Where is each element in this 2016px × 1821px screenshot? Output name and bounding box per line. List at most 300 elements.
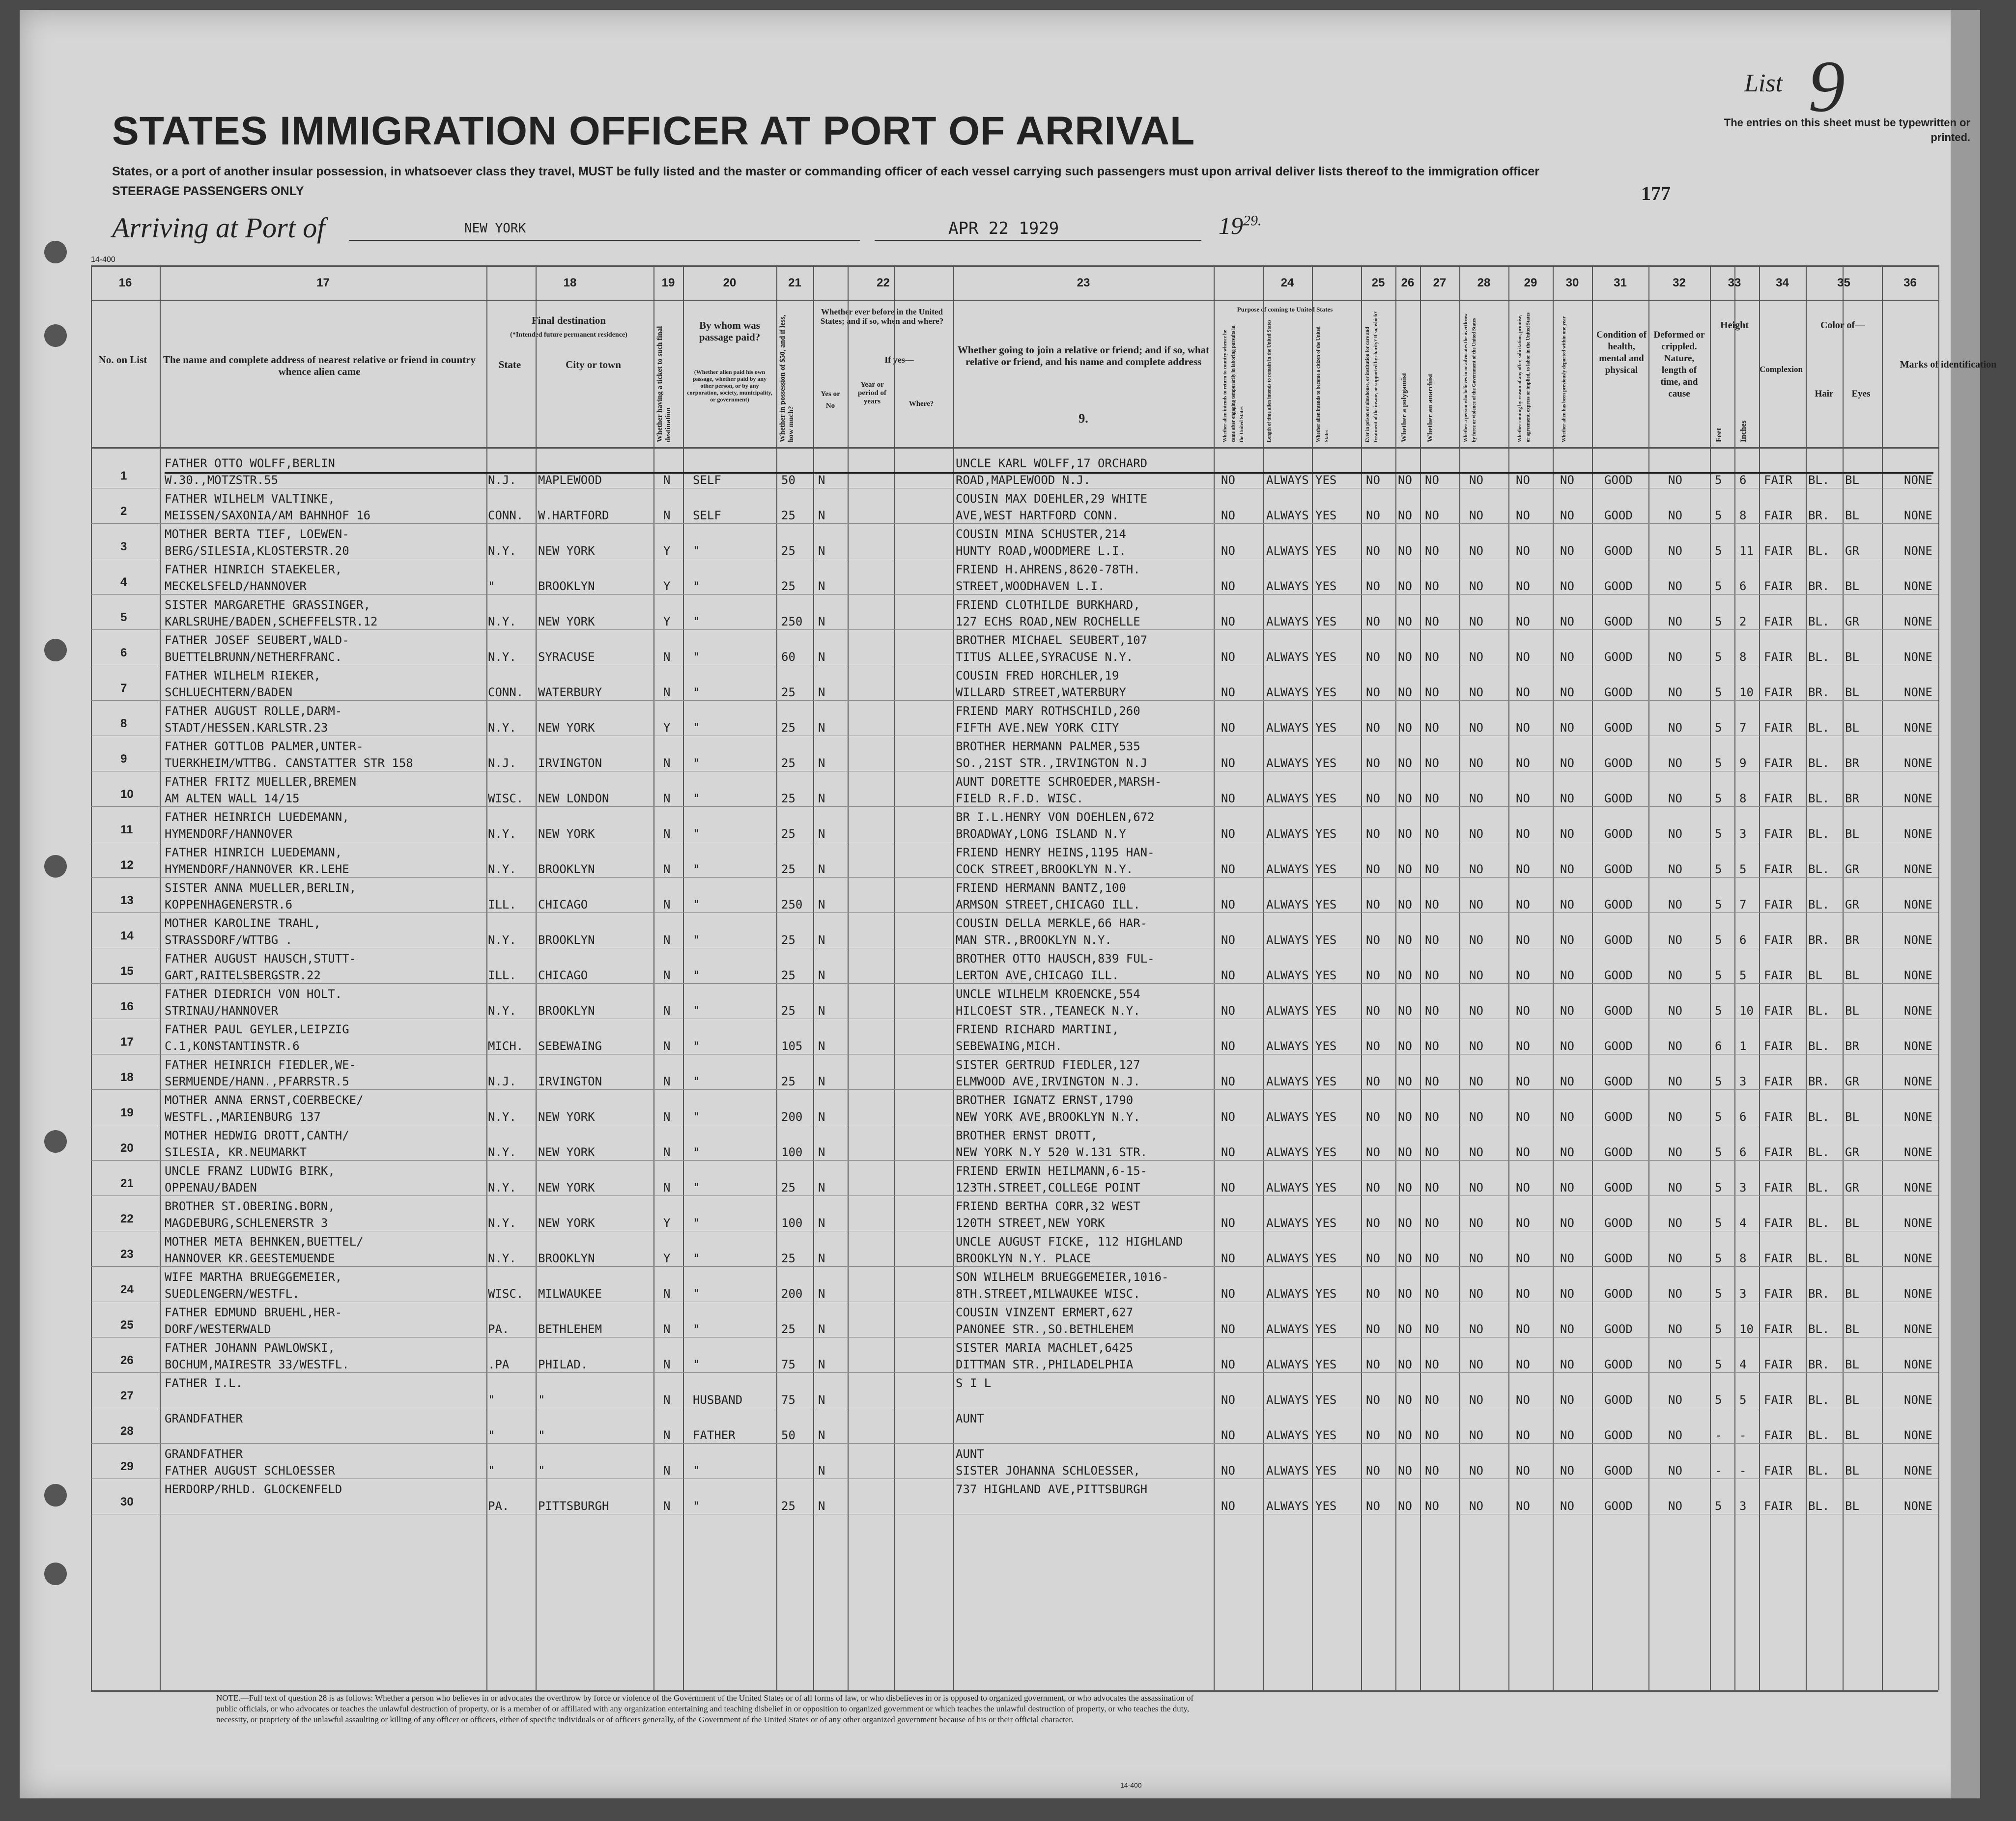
cell-no: 14	[120, 929, 134, 942]
page-title: STATES IMMIGRATION OFFICER AT PORT OF ARRIVAL	[112, 109, 1195, 153]
cell-money: 100	[781, 1145, 803, 1159]
column-divider	[1938, 265, 1939, 1690]
cell-eyes: GR	[1845, 615, 1859, 628]
cell-c27: NO	[1425, 473, 1439, 487]
cell-no: 8	[120, 717, 127, 730]
cell-state: N.Y.	[488, 862, 516, 876]
cell-p1: NO	[1221, 1499, 1235, 1513]
cell-join2: HILCOEST STR.,TEANECK N.Y.	[956, 1004, 1140, 1018]
cell-p2: ALWAYS	[1266, 544, 1309, 558]
cell-state: N.J.	[488, 1075, 516, 1088]
cell-eyes: BL	[1845, 1004, 1859, 1018]
cell-before: N	[818, 1075, 825, 1088]
cell-rel2: STRINAU/HANNOVER	[165, 1004, 279, 1018]
cell-comp: FAIR	[1764, 544, 1792, 558]
cell-c26: NO	[1398, 968, 1412, 982]
cell-p2: ALWAYS	[1266, 1039, 1309, 1053]
col-relative-address: The name and complete address of nearest relative or friend in country whence alien came	[163, 354, 476, 377]
cell-city: NEW YORK	[538, 615, 595, 628]
cell-rel1: FATHER WILHELM RIEKER,	[165, 669, 321, 683]
cell-ticket: N	[663, 827, 671, 841]
cell-p2: ALWAYS	[1266, 685, 1309, 699]
cell-ticket: N	[663, 898, 671, 911]
cell-eyes: BL	[1845, 685, 1859, 699]
cell-state: N.Y.	[488, 721, 516, 735]
cell-p2: ALWAYS	[1266, 1145, 1309, 1159]
cell-c25: NO	[1366, 1145, 1380, 1159]
cell-deform: NO	[1668, 1428, 1682, 1442]
cell-c26: NO	[1398, 1322, 1412, 1336]
cell-c25: NO	[1366, 1181, 1380, 1195]
cell-comp: FAIR	[1764, 898, 1792, 911]
cell-eyes: BL	[1845, 1287, 1859, 1301]
cell-cond: GOOD	[1604, 721, 1633, 735]
cell-city: CHICAGO	[538, 968, 588, 982]
cell-in: 4	[1739, 1358, 1747, 1371]
column-number: 16	[118, 276, 132, 289]
cell-c25: NO	[1366, 1287, 1380, 1301]
cell-p2: ALWAYS	[1266, 792, 1309, 805]
cell-state: ILL.	[488, 968, 516, 982]
cell-c25: NO	[1366, 473, 1380, 487]
cell-c25: NO	[1366, 827, 1380, 841]
cell-c26: NO	[1398, 862, 1412, 876]
column-number: 26	[1401, 276, 1415, 289]
cell-before: N	[818, 685, 825, 699]
cell-ft: 5	[1715, 650, 1722, 664]
cell-no: 23	[120, 1248, 134, 1261]
cell-c27: NO	[1425, 1322, 1439, 1336]
cell-c25: NO	[1366, 1075, 1380, 1088]
cell-cond: GOOD	[1604, 685, 1633, 699]
cell-cond: GOOD	[1604, 1252, 1633, 1265]
cell-c30: NO	[1560, 756, 1574, 770]
cell-join1: FRIEND CLOTHILDE BURKHARD,	[956, 598, 1140, 612]
cell-paid: "	[693, 1145, 700, 1159]
cell-p2: ALWAYS	[1266, 756, 1309, 770]
cell-cond: GOOD	[1604, 1287, 1633, 1301]
cell-state: N.Y.	[488, 827, 516, 841]
cell-deform: NO	[1668, 509, 1682, 522]
cell-in: 11	[1739, 544, 1754, 558]
cell-ticket: N	[663, 509, 671, 522]
cell-eyes: BL	[1845, 1358, 1859, 1371]
cell-before: N	[818, 1004, 825, 1018]
cell-deform: NO	[1668, 1287, 1682, 1301]
cell-comp: FAIR	[1764, 1039, 1792, 1053]
cell-eyes: BL	[1845, 827, 1859, 841]
cell-paid: "	[693, 1075, 700, 1088]
cell-before: N	[818, 473, 825, 487]
cell-money: 25	[781, 862, 795, 876]
cell-money: 25	[781, 509, 795, 522]
cell-paid: FATHER	[693, 1428, 736, 1442]
cell-c27: NO	[1425, 544, 1439, 558]
cell-c28: NO	[1469, 1393, 1483, 1407]
cell-c27: NO	[1425, 968, 1439, 982]
cell-join2: 120TH STREET,NEW YORK	[956, 1216, 1105, 1230]
cell-paid: "	[693, 756, 700, 770]
column-number: 28	[1477, 276, 1491, 289]
cell-city: SEBEWAING	[538, 1039, 602, 1053]
cell-c26: NO	[1398, 792, 1412, 805]
cell-hair: BL.	[1808, 827, 1830, 841]
cell-paid: "	[693, 862, 700, 876]
cell-rel2: SILESIA, KR.NEUMARKT	[165, 1145, 307, 1159]
cell-city: BROOKLYN	[538, 1004, 595, 1018]
col-inches: Inches	[1739, 420, 1748, 442]
cell-p1: NO	[1221, 685, 1235, 699]
cell-state: N.Y.	[488, 1110, 516, 1124]
cell-c28: NO	[1469, 1039, 1483, 1053]
cell-no: 2	[120, 505, 127, 518]
cell-c29: NO	[1516, 1428, 1530, 1442]
cell-ticket: N	[663, 1358, 671, 1371]
cell-ticket: N	[663, 1322, 671, 1336]
cell-paid: "	[693, 1322, 700, 1336]
cell-p2: ALWAYS	[1266, 509, 1309, 522]
cell-comp: FAIR	[1764, 1499, 1792, 1513]
cell-p2: ALWAYS	[1266, 1358, 1309, 1371]
cell-deform: NO	[1668, 544, 1682, 558]
cell-comp: FAIR	[1764, 1004, 1792, 1018]
cell-city: NEW YORK	[538, 1145, 595, 1159]
cell-p3: YES	[1315, 1393, 1337, 1407]
cell-c27: NO	[1425, 1464, 1439, 1478]
cell-p3: YES	[1315, 1039, 1337, 1053]
cell-c27: NO	[1425, 1393, 1439, 1407]
cell-in: 8	[1739, 650, 1747, 664]
cell-cond: GOOD	[1604, 544, 1633, 558]
cell-eyes: BR	[1845, 1039, 1859, 1053]
cell-c27: NO	[1425, 615, 1439, 628]
cell-rel2: OPPENAU/BADEN	[165, 1181, 257, 1195]
cell-eyes: BL	[1845, 650, 1859, 664]
cell-p1: NO	[1221, 1393, 1235, 1407]
cell-marks: NONE	[1904, 933, 1932, 947]
cell-c26: NO	[1398, 1004, 1412, 1018]
cell-join1: FRIEND RICHARD MARTINI,	[956, 1023, 1119, 1036]
cell-c26: NO	[1398, 509, 1412, 522]
cell-comp: FAIR	[1764, 1428, 1792, 1442]
cell-p1: NO	[1221, 1216, 1235, 1230]
cell-paid: "	[693, 1216, 700, 1230]
cell-join2: NEW YORK AVE,BROOKLYN N.Y.	[956, 1110, 1140, 1124]
cell-ft: 5	[1715, 1252, 1722, 1265]
cell-c30: NO	[1560, 792, 1574, 805]
cell-rel1: FATHER HINRICH STAEKELER,	[165, 563, 342, 576]
cell-ft: 5	[1715, 615, 1722, 628]
cell-rel1: FATHER FRITZ MUELLER,BREMEN	[165, 775, 357, 789]
cell-rel1: FATHER OTTO WOLFF,BERLIN	[165, 456, 335, 470]
punch-hole	[44, 1130, 67, 1153]
cell-marks: NONE	[1904, 862, 1932, 876]
cell-before: N	[818, 1039, 825, 1053]
cell-rel1: SISTER ANNA MUELLER,BERLIN,	[165, 881, 357, 895]
cell-ticket: N	[663, 1499, 671, 1513]
col-money: Whether in possession of $50, and if less, how much?	[779, 314, 795, 442]
cell-before: N	[818, 1216, 825, 1230]
footnote-code: 14-400	[1120, 1781, 1142, 1789]
cell-deform: NO	[1668, 862, 1682, 876]
col-overthrow: Whether a person who believes in or advocates the overthrow by force or violence of the Government of the United States	[1463, 313, 1477, 442]
col-joining-num: 9.	[1079, 411, 1088, 426]
cell-c29: NO	[1516, 1004, 1530, 1018]
cell-cond: GOOD	[1604, 1039, 1633, 1053]
cell-in: 5	[1739, 862, 1747, 876]
cell-c28: NO	[1469, 1287, 1483, 1301]
cell-in: 10	[1739, 1322, 1754, 1336]
cell-hair: BR.	[1808, 685, 1830, 699]
cell-in: 3	[1739, 1287, 1747, 1301]
cell-join2: HUNTY ROAD,WOODMERE L.I.	[956, 544, 1126, 558]
cell-c27: NO	[1425, 685, 1439, 699]
cell-p3: YES	[1315, 1145, 1337, 1159]
cell-c27: NO	[1425, 1145, 1439, 1159]
cell-c27: NO	[1425, 1499, 1439, 1513]
cell-ft: -	[1715, 1428, 1722, 1442]
col-deformed: Deformed or crippled. Nature, length of time, and cause	[1653, 330, 1705, 399]
cell-c26: NO	[1398, 1393, 1412, 1407]
cell-rel1: HERDORP/RHLD. GLOCKENFELD	[165, 1482, 342, 1496]
cell-deform: NO	[1668, 1075, 1682, 1088]
cell-city: "	[538, 1464, 545, 1478]
cell-paid: HUSBAND	[693, 1393, 743, 1407]
cell-join2: 127 ECHS ROAD,NEW ROCHELLE	[956, 615, 1140, 628]
cell-in: 9	[1739, 756, 1747, 770]
col-polygamist: Whether a polygamist	[1400, 372, 1408, 442]
cell-c27: NO	[1425, 1004, 1439, 1018]
col-purpose-sub2: Length of time alien intends to remain in the United States	[1267, 319, 1272, 442]
cell-c29: NO	[1516, 1181, 1530, 1195]
cell-p1: NO	[1221, 1464, 1235, 1478]
cell-hair: BR.	[1808, 1358, 1830, 1371]
cell-cond: GOOD	[1604, 756, 1633, 770]
cell-city: BROOKLYN	[538, 862, 595, 876]
cell-comp: FAIR	[1764, 1322, 1792, 1336]
cell-ft: 5	[1715, 862, 1722, 876]
cell-rel2: SERMUENDE/HANN.,PFARRSTR.5	[165, 1075, 349, 1088]
cell-comp: FAIR	[1764, 968, 1792, 982]
cell-c30: NO	[1560, 615, 1574, 628]
punch-hole	[44, 324, 67, 347]
cell-before: N	[818, 933, 825, 947]
cell-c28: NO	[1469, 1145, 1483, 1159]
cell-c30: NO	[1560, 1322, 1574, 1336]
cell-ft: -	[1715, 1464, 1722, 1478]
table-row	[91, 1374, 1938, 1410]
cell-comp: FAIR	[1764, 1216, 1792, 1230]
cell-cond: GOOD	[1604, 615, 1633, 628]
cell-c28: NO	[1469, 1358, 1483, 1371]
column-number: 21	[788, 276, 801, 289]
cell-join1: AUNT DORETTE SCHROEDER,MARSH-	[956, 775, 1162, 789]
col-height: Height	[1720, 320, 1749, 331]
cell-money: 250	[781, 898, 803, 911]
table-row	[91, 525, 1938, 561]
cell-cond: GOOD	[1604, 933, 1633, 947]
cell-c25: NO	[1366, 1393, 1380, 1407]
cell-marks: NONE	[1904, 792, 1932, 805]
manifest-table	[91, 265, 1997, 1690]
cell-c27: NO	[1425, 756, 1439, 770]
cell-rel2: W.30.,MOTZSTR.55	[165, 473, 279, 487]
cell-c30: NO	[1560, 544, 1574, 558]
cell-join2: DITTMAN STR.,PHILADELPHIA	[956, 1358, 1134, 1371]
cell-p1: NO	[1221, 1110, 1235, 1124]
cell-c26: NO	[1398, 721, 1412, 735]
cell-c30: NO	[1560, 968, 1574, 982]
table-row	[91, 631, 1938, 667]
cell-deform: NO	[1668, 579, 1682, 593]
cell-rel2: SUEDLENGERN/WESTFL.	[165, 1287, 300, 1301]
cell-cond: GOOD	[1604, 473, 1633, 487]
cell-deform: NO	[1668, 1181, 1682, 1195]
cell-before: N	[818, 1322, 825, 1336]
cell-ft: 5	[1715, 579, 1722, 593]
cell-c29: NO	[1516, 473, 1530, 487]
cell-c30: NO	[1560, 473, 1574, 487]
column-number: 32	[1673, 276, 1686, 289]
cell-before: N	[818, 650, 825, 664]
cell-c27: NO	[1425, 1075, 1439, 1088]
cell-ft: 5	[1715, 1287, 1722, 1301]
cell-in: 2	[1739, 615, 1747, 628]
cell-p3: YES	[1315, 827, 1337, 841]
col-where: Where?	[909, 400, 934, 408]
cell-c30: NO	[1560, 1039, 1574, 1053]
cell-city: BETHLEHEM	[538, 1322, 602, 1336]
cell-p3: YES	[1315, 1322, 1337, 1336]
cell-c30: NO	[1560, 898, 1574, 911]
cell-ft: 5	[1715, 1181, 1722, 1195]
cell-state: N.Y.	[488, 650, 516, 664]
cell-c26: NO	[1398, 1145, 1412, 1159]
table-row	[91, 596, 1938, 631]
cell-state: N.J.	[488, 473, 516, 487]
table-row	[91, 1021, 1938, 1056]
cell-c30: NO	[1560, 1252, 1574, 1265]
cell-state: ILL.	[488, 898, 516, 911]
cell-p3: YES	[1315, 685, 1337, 699]
cell-in: 5	[1739, 968, 1747, 982]
cell-p2: ALWAYS	[1266, 1216, 1309, 1230]
cell-ticket: N	[663, 1181, 671, 1195]
cell-comp: FAIR	[1764, 827, 1792, 841]
cell-p3: YES	[1315, 968, 1337, 982]
cell-no: 21	[120, 1177, 134, 1190]
cell-ft: 5	[1715, 1322, 1722, 1336]
cell-no: 11	[120, 823, 133, 836]
cell-rel1: FATHER AUGUST HAUSCH,STUTT-	[165, 952, 357, 966]
cell-city: NEW YORK	[538, 1110, 595, 1124]
cell-paid: SELF	[693, 509, 721, 522]
cell-join2: NEW YORK N.Y 520 W.131 STR.	[956, 1145, 1148, 1159]
cell-join1: BROTHER MICHAEL SEUBERT,107	[956, 633, 1148, 647]
table-row	[91, 1056, 1938, 1091]
col-no-on-list: No. on List	[98, 354, 147, 366]
cell-rel1: MOTHER ANNA ERNST,COERBECKE/	[165, 1093, 364, 1107]
cell-state: N.Y.	[488, 544, 516, 558]
table-row	[91, 702, 1938, 738]
cell-p3: YES	[1315, 1216, 1337, 1230]
cell-no: 4	[120, 575, 127, 589]
page-edge	[1951, 10, 1980, 1798]
cell-state: CONN.	[488, 685, 524, 699]
cell-p2: ALWAYS	[1266, 968, 1309, 982]
cell-join1: BR I.L.HENRY VON DOEHLEN,672	[956, 810, 1155, 824]
cell-rel2: BOCHUM,MAIRESTR 33/WESTFL.	[165, 1358, 349, 1371]
cell-money: 75	[781, 1358, 795, 1371]
cell-c26: NO	[1398, 827, 1412, 841]
cell-no: 28	[120, 1424, 134, 1438]
cell-city: BROOKLYN	[538, 579, 595, 593]
cell-hair: BL.	[1808, 650, 1830, 664]
cell-state: MICH.	[488, 1039, 524, 1053]
cell-ticket: Y	[663, 615, 671, 628]
cell-cond: GOOD	[1604, 827, 1633, 841]
cell-money: 25	[781, 968, 795, 982]
col-before-us: Whether ever before in the United States; and if so, when and where?	[820, 307, 944, 326]
column-number: 36	[1903, 276, 1917, 289]
table-row	[91, 1162, 1938, 1197]
table-row	[91, 773, 1938, 808]
cell-c25: NO	[1366, 1358, 1380, 1371]
cell-c29: NO	[1516, 1499, 1530, 1513]
cell-marks: NONE	[1904, 756, 1932, 770]
cell-before: N	[818, 1499, 825, 1513]
cell-in: 10	[1739, 685, 1754, 699]
cell-eyes: BL	[1845, 1216, 1859, 1230]
column-number: 23	[1077, 276, 1090, 289]
table-row	[91, 667, 1938, 702]
cell-join2: LERTON AVE,CHICAGO ILL.	[956, 968, 1119, 982]
cell-city: PITTSBURGH	[538, 1499, 609, 1513]
cell-p1: NO	[1221, 933, 1235, 947]
cell-deform: NO	[1668, 898, 1682, 911]
cell-no: 13	[120, 894, 134, 907]
cell-p1: NO	[1221, 721, 1235, 735]
cell-c27: NO	[1425, 579, 1439, 593]
cell-p3: YES	[1315, 1075, 1337, 1088]
cell-eyes: BL	[1845, 1428, 1859, 1442]
cell-c25: NO	[1366, 933, 1380, 947]
cell-in: 6	[1739, 1145, 1747, 1159]
cell-rel1: WIFE MARTHA BRUEGGEMEIER,	[165, 1270, 342, 1284]
list-label: List	[1744, 69, 1783, 97]
cell-deform: NO	[1668, 756, 1682, 770]
cell-c30: NO	[1560, 1464, 1574, 1478]
sheet-code: 177	[1641, 182, 1671, 204]
cell-eyes: BR	[1845, 792, 1859, 805]
cell-c25: NO	[1366, 685, 1380, 699]
cell-join2: WILLARD STREET,WATERBURY	[956, 685, 1126, 699]
cell-c27: NO	[1425, 1358, 1439, 1371]
cell-c29: NO	[1516, 1039, 1530, 1053]
cell-hair: BL.	[1808, 898, 1830, 911]
cell-p3: YES	[1315, 1110, 1337, 1124]
cell-join1: BROTHER OTTO HAUSCH,839 FUL-	[956, 952, 1155, 966]
cell-p2: ALWAYS	[1266, 898, 1309, 911]
cell-marks: NONE	[1904, 1181, 1932, 1195]
cell-c29: NO	[1516, 898, 1530, 911]
cell-marks: NONE	[1904, 1252, 1932, 1265]
column-number: 34	[1776, 276, 1789, 289]
cell-p3: YES	[1315, 544, 1337, 558]
cell-c28: NO	[1469, 721, 1483, 735]
cell-p1: NO	[1221, 1145, 1235, 1159]
col-final-destination: Final destination	[531, 314, 606, 326]
